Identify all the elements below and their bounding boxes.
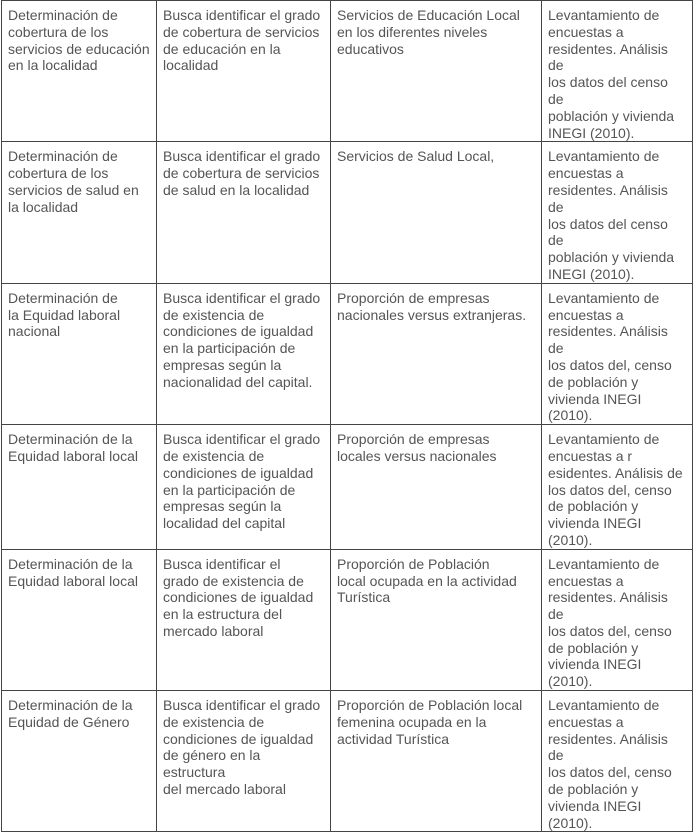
variable-cell: Proporción de Población local femenina ocupada en la actividad Turística xyxy=(331,691,542,832)
objective-cell: Busca identificar el grado de existencia de condiciones de igualdad de género en la estructura del mercado laboral xyxy=(157,691,331,832)
table-row xyxy=(2,549,693,690)
source-cell: Levantamiento de encuestas a residentes. Análisis de los datos del, censo de población y vivienda INEGI (2010). xyxy=(542,691,693,832)
source-cell: Levantamiento de encuestas a residentes. Análisis de los datos del, censo de población y vivienda INEGI (2010). xyxy=(542,549,693,690)
source-cell: Levantamiento de encuestas a r esidentes. Análisis de los datos del, censo de población y vivienda INEGI (2010). xyxy=(542,425,693,550)
source-cell: Levantamiento de encuestas a residentes. Análisis de los datos del censo de población y vivienda INEGI (2010). xyxy=(542,142,693,283)
table-row xyxy=(2,425,693,550)
objective-cell: Busca identificar el grado de cobertura de servicios de educación en la localidad xyxy=(157,1,331,142)
indicators-table xyxy=(1,0,693,832)
indicator-cell: Determinación de cobertura de los servicios de salud en la localidad xyxy=(2,142,157,283)
indicator-cell: Determinación de la Equidad laboral local xyxy=(2,425,157,550)
indicator-cell: Determinación de cobertura de los servicios de educación en la localidad xyxy=(2,1,157,142)
source-cell: Levantamiento de encuestas a residentes. Análisis de los datos del censo de población y vivienda INEGI (2010). xyxy=(542,1,693,142)
variable-cell: Proporción de empresas nacionales versus extranjeras. xyxy=(331,283,542,424)
indicator-cell: Determinación de la Equidad de Género xyxy=(2,691,157,832)
variable-cell: Servicios de Salud Local, xyxy=(331,142,542,283)
objective-cell: Busca identificar el grado de existencia de condiciones de igualdad en la participación de empresas según la localidad del capital xyxy=(157,425,331,550)
table-row xyxy=(2,1,693,142)
table-row xyxy=(2,691,693,832)
variable-cell: Proporción de empresas locales versus nacionales xyxy=(331,425,542,550)
variable-cell: Servicios de Educación Local en los diferentes niveles educativos xyxy=(331,1,542,142)
table-row xyxy=(2,142,693,283)
table-row xyxy=(2,283,693,424)
objective-cell: Busca identificar el grado de existencia de condiciones de igualdad en la participación de empresas según la nacionalidad del capital. xyxy=(157,283,331,424)
objective-cell: Busca identificar el grado de cobertura de servicios de salud en la localidad xyxy=(157,142,331,283)
indicator-cell: Determinación de la Equidad laboral nacional xyxy=(2,283,157,424)
indicator-cell: Determinación de la Equidad laboral local xyxy=(2,549,157,690)
source-cell: Levantamiento de encuestas a residentes. Análisis de los datos del, censo de población y vivienda INEGI (2010). xyxy=(542,283,693,424)
objective-cell: Busca identificar el grado de existencia de condiciones de igualdad en la estructura del mercado laboral xyxy=(157,549,331,690)
variable-cell: Proporción de Población local ocupada en la actividad Turística xyxy=(331,549,542,690)
